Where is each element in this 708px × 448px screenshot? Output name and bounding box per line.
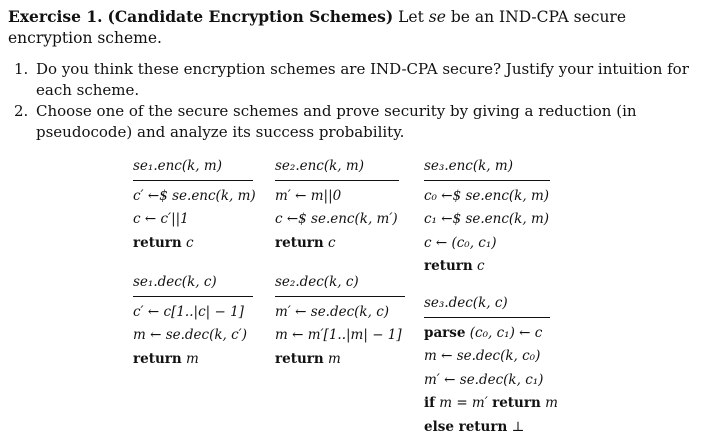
intro-text-after: be an IND-CPA secure encryption scheme. bbox=[8, 8, 627, 47]
question-item-2 bbox=[14, 101, 698, 142]
algorithm-header: se₃.dec(k, c) bbox=[424, 292, 550, 318]
keyword: parse bbox=[424, 324, 466, 341]
keyword: if bbox=[424, 395, 435, 411]
algorithm-se3-dec bbox=[424, 292, 558, 439]
keyword: return bbox=[133, 234, 182, 251]
line-rest: (c₀, c₁) ← c bbox=[465, 324, 543, 341]
line-rest: c bbox=[323, 234, 336, 251]
algorithm-line: m′ ← m||0 bbox=[275, 187, 342, 204]
algorithm-line bbox=[275, 348, 405, 372]
algorithm-header: se₂.enc(k, m) bbox=[275, 155, 399, 181]
keyword: return bbox=[492, 395, 541, 411]
algorithm-line bbox=[424, 255, 550, 279]
algorithm-se3-enc bbox=[424, 155, 550, 279]
keyword: return bbox=[275, 234, 324, 251]
question-item-1 bbox=[14, 59, 698, 100]
line-rest: m bbox=[181, 350, 199, 367]
exercise-intro bbox=[8, 6, 702, 49]
question-number: 1. bbox=[14, 60, 29, 78]
algorithm-se1-dec bbox=[133, 271, 253, 371]
exercise-title: (Candidate Encryption Schemes) bbox=[107, 7, 394, 26]
algorithm-line: m ← se.dec(k, c′) bbox=[133, 327, 248, 343]
question-text: Do you think these encryption schemes are IND-CPA secure? Justify your intuition for each scheme. bbox=[36, 60, 689, 99]
algorithm-line bbox=[133, 232, 253, 256]
exercise-label: Exercise 1. bbox=[8, 7, 103, 26]
question-number: 2. bbox=[14, 102, 29, 120]
algorithm-line bbox=[424, 416, 550, 440]
algorithm-line: c₁ ←$ se.enc(k, m) bbox=[424, 211, 550, 227]
algorithm-line bbox=[275, 232, 399, 256]
algorithm-se2-dec bbox=[275, 271, 405, 371]
line-rest: m bbox=[323, 350, 341, 367]
algorithm-line bbox=[424, 322, 550, 346]
keyword: return bbox=[133, 350, 182, 367]
algorithm-header: se₁.dec(k, c) bbox=[133, 271, 253, 297]
algorithm-se1-enc bbox=[133, 155, 256, 255]
algorithm-header: se₃.enc(k, m) bbox=[424, 155, 550, 181]
line-rest: m = m′ bbox=[434, 395, 493, 411]
algorithm-line: m ← se.dec(k, c₀) bbox=[424, 348, 541, 364]
algorithm-se2-enc bbox=[275, 155, 399, 255]
line-rest: m bbox=[540, 395, 558, 411]
line-rest: c bbox=[181, 234, 194, 251]
algorithm-line: c ← c′||1 bbox=[133, 211, 189, 227]
question-text: Choose one of the secure schemes and prove security by giving a reduction (in pseudocode) and analyze its success probability. bbox=[36, 102, 637, 141]
algorithm-line: c ←$ se.enc(k, m′) bbox=[275, 211, 398, 227]
intro-text-before: Let bbox=[393, 8, 429, 26]
algorithm-line: m′ ← se.dec(k, c₁) bbox=[424, 371, 544, 388]
algorithm-line bbox=[424, 392, 558, 416]
algorithm-line: c₀ ←$ se.enc(k, m) bbox=[424, 187, 550, 204]
line-rest: c bbox=[472, 258, 485, 274]
algorithm-line: c′ ←$ se.enc(k, m) bbox=[133, 187, 256, 204]
algorithm-line: c ← (c₀, c₁) bbox=[424, 234, 497, 251]
keyword: return bbox=[275, 350, 324, 367]
line-rest: ⊥ bbox=[507, 418, 525, 435]
algorithm-line: m′ ← se.dec(k, c) bbox=[275, 303, 390, 320]
algorithm-line: c′ ← c[1..|c| − 1] bbox=[133, 303, 244, 320]
algorithm-header: se₁.enc(k, m) bbox=[133, 155, 253, 181]
scheme-symbol: se bbox=[428, 8, 446, 26]
keyword: return bbox=[424, 258, 473, 274]
algorithm-line: m ← m′[1..|m| − 1] bbox=[275, 327, 402, 343]
algorithm-header: se₂.dec(k, c) bbox=[275, 271, 405, 297]
algorithm-line bbox=[133, 348, 253, 372]
question-list bbox=[14, 59, 698, 143]
keyword: else return bbox=[424, 418, 508, 435]
